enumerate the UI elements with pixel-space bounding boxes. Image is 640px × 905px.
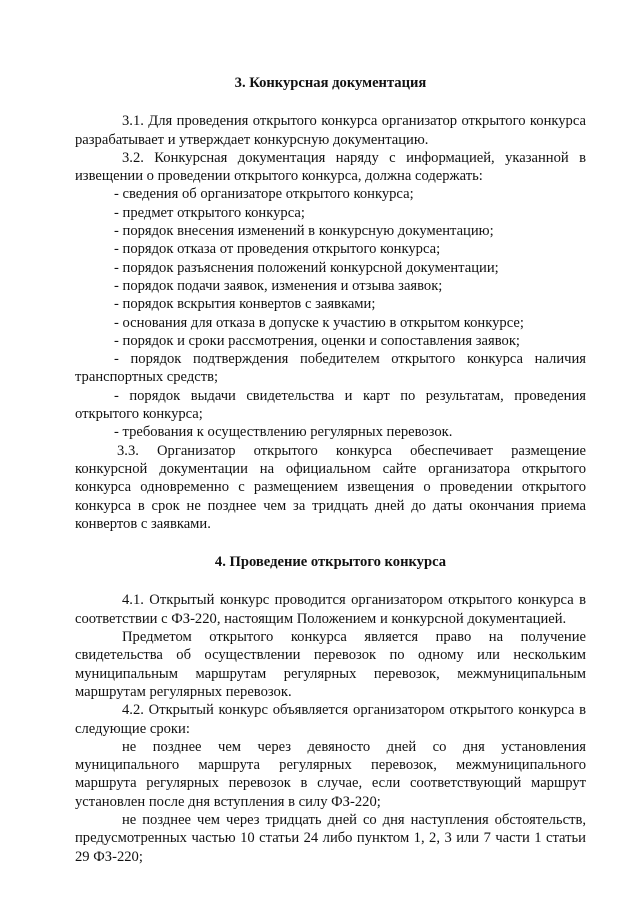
paragraph-term-30-days: не позднее чем через тридцать дней со дня наступления обстоятельств, предусмотренных частью 10 статьи 24 либо пунктом 1, 2, 3 или 7 части 1 статьи 29 ФЗ-220; xyxy=(75,811,586,865)
list-item: - порядок разъяснения положений конкурсной документации; xyxy=(114,259,499,276)
section-4-body xyxy=(75,591,586,865)
list-item: - сведения об организаторе открытого конкурса; xyxy=(114,186,414,203)
list-item: - порядок отказа от проведения открытого конкурса; xyxy=(114,241,441,258)
paragraph-4-1: 4.1. Открытый конкурс проводится организатором открытого конкурса в соответствии с ФЗ-220, настоящим Положением и конкурсной документацией. xyxy=(75,592,586,627)
paragraph-subject: Предметом открытого конкурса является право на получение свидетельства об осуществлении перевозок по одному или нескольким муниципальным маршрутам регулярных перевозок, межмуниципальным маршрутам регулярных перевозок. xyxy=(75,629,586,700)
section-3-body xyxy=(75,112,586,533)
paragraph-3-3: 3.3. Организатор открытого конкурса обеспечивает размещение конкурсной документации на официальном сайте организатора открытого конкурса одновременно с размещением извещения о проведении открытого конкурса в срок не позднее чем за тридцать дней до даты окончания приема конвертов с заявками. xyxy=(75,442,586,532)
list-item: - предмет открытого конкурса; xyxy=(114,204,305,221)
section-3-heading: 3. Конкурсная документация xyxy=(234,75,427,91)
list-item: - порядок выдачи свидетельства и карт по результатам, проведения открытого конкурса; xyxy=(75,387,586,423)
list-item: - порядок подачи заявок, изменения и отзыва заявок; xyxy=(114,277,443,294)
list-item: - порядок и сроки рассмотрения, оценки и сопоставления заявок; xyxy=(114,332,520,349)
list-item: - порядок внесения изменений в конкурсную документацию; xyxy=(114,223,494,240)
list-item: - порядок вскрытия конвертов с заявками; xyxy=(114,296,376,313)
paragraph-term-90-days: не позднее чем через девяносто дней со дня установления муниципального маршрута регулярных перевозок, межмуниципального маршрута регулярных перевозок в случае, если соответствующий маршрут установлен после дня вступления в силу ФЗ-220; xyxy=(75,738,586,810)
paragraph-4-2: 4.2. Открытый конкурс объявляется организатором открытого конкурса в следующие сроки: xyxy=(75,702,586,737)
section-4-heading: 4. Проведение открытого конкурса xyxy=(214,554,447,571)
list-item: - требования к осуществлению регулярных перевозок. xyxy=(114,424,453,441)
paragraph-3-1: 3.1. Для проведения открытого конкурса организатор открытого конкурса разрабатывает и утверждает конкурсную документацию. xyxy=(75,113,586,148)
paragraph-3-2: 3.2. Конкурсная документация наряду с информацией, указанной в извещении о проведении открытого конкурса, должна содержать: xyxy=(75,149,586,185)
list-item: - основания для отказа в допуске к участию в открытом конкурсе; xyxy=(114,314,524,331)
list-item: - порядок подтверждения победителем открытого конкурса наличия транспортных средств; xyxy=(75,351,586,386)
